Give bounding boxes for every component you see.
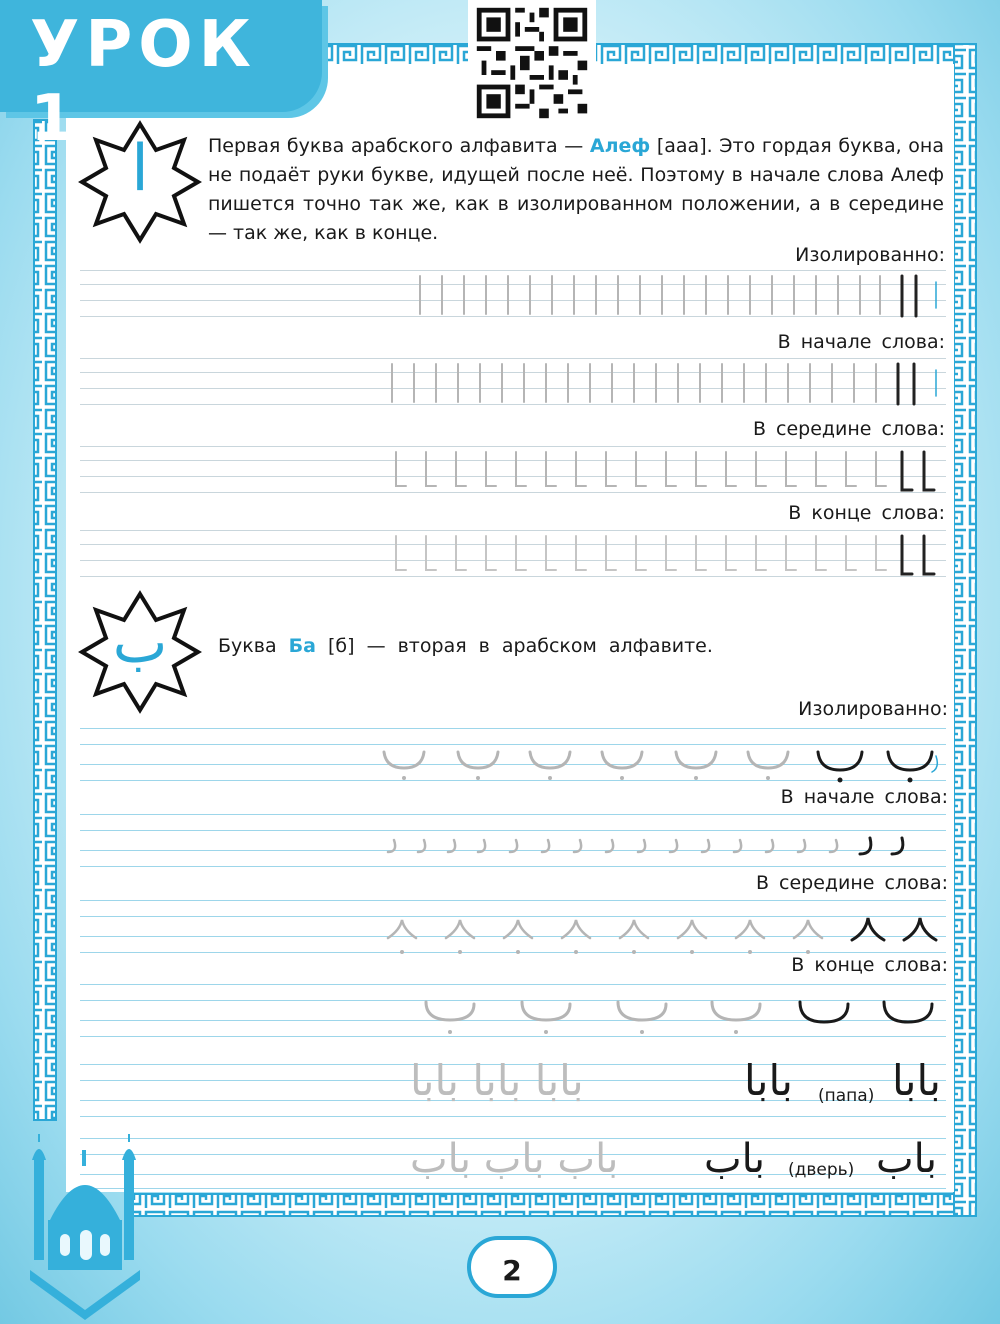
ba-row-label-isolated: Изолированно: — [798, 698, 948, 720]
alef-row-label-isolated: Изолированно: — [795, 244, 945, 266]
word-papa-black-1: بابا — [744, 1056, 793, 1105]
word-papa-trace-b: بابا — [472, 1056, 522, 1105]
alef-row-label-final: В конце слова: — [788, 502, 945, 524]
ba-letter: ب — [112, 608, 168, 676]
ba-row-label-final: В конце слова: — [791, 954, 948, 976]
lesson-title: УРОК 1 — [30, 8, 257, 156]
word-door-trace-c: باب — [410, 1136, 471, 1182]
alef-row-label-initial: В начале слова: — [777, 331, 945, 353]
alef-intro-text-1: Первая буква арабского алфавита — — [208, 135, 590, 157]
ba-word-trace-1 — [410, 1056, 584, 1105]
ba-row-label-medial: В середине слова: — [755, 872, 948, 894]
ba-row-label-initial: В начале слова: — [780, 786, 948, 808]
ba-name: Ба — [288, 635, 316, 657]
word-door-translation: (дверь) — [788, 1160, 855, 1180]
word-papa-trace-c: بابا — [410, 1056, 459, 1105]
word-papa-black-2: بابا — [892, 1056, 941, 1105]
alef-letter: ا — [131, 132, 149, 206]
word-door-trace-a: باب — [557, 1136, 619, 1182]
word-door-black-1: باب — [704, 1136, 765, 1182]
alef-row-label-medial: В середине слова: — [752, 418, 945, 440]
mosque-illustration-icon — [30, 1130, 140, 1320]
ba-intro-text-2: [б] — вторая в арабском алфавите. — [315, 635, 713, 657]
ba-word-trace-2 — [410, 1136, 618, 1182]
word-door-black-2: باب — [876, 1136, 937, 1182]
ba-trace-strokes — [380, 740, 950, 1180]
ba-intro-text-1: Буква — [218, 635, 289, 657]
word-door-trace-b: باب — [483, 1136, 545, 1182]
alef-name: Алеф — [589, 135, 651, 157]
word-papa-translation: (папа) — [818, 1086, 875, 1106]
word-papa-trace-a: بابا — [534, 1056, 584, 1105]
page-number: 2 — [467, 1236, 557, 1298]
alef-intro-text-2: [ааа]. Это гордая буква, она не подаёт руки букве, идущей после неё. Поэтому в начале слова Алеф пишется точно так же, как в изолированном положении, а в середине — так же, как в конце. — [208, 135, 944, 244]
